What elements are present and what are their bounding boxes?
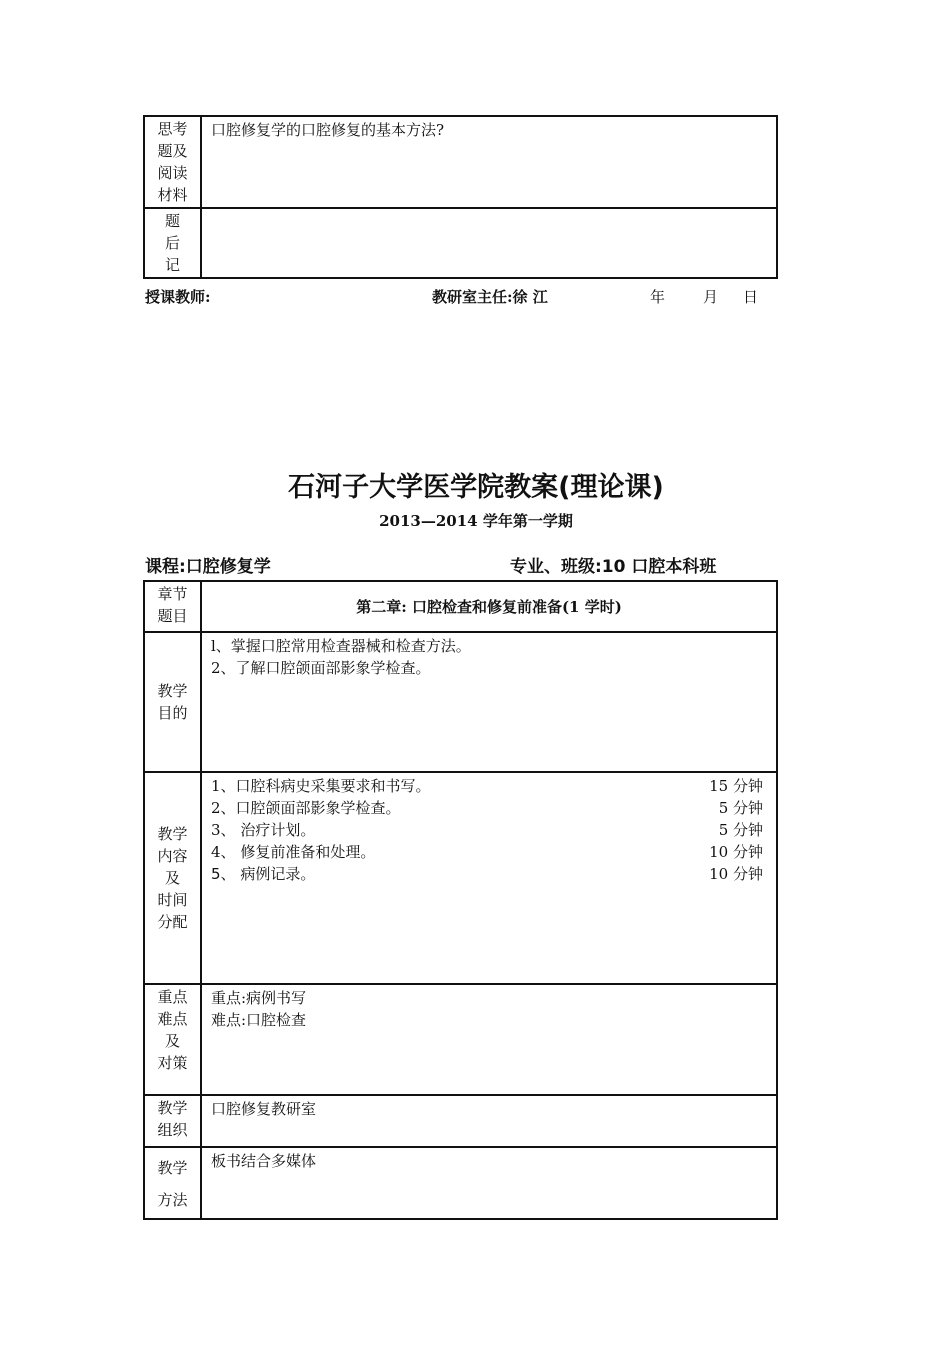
major-class-label: 专业、班级:10 口腔本科班 bbox=[510, 557, 717, 577]
teacher-label: 授课教师: bbox=[145, 288, 211, 306]
content-item-time: 15 分钟 bbox=[709, 777, 763, 795]
difficult-point: 难点:口腔检查 bbox=[211, 1011, 307, 1029]
objectives-label: 教学 目的 bbox=[144, 632, 201, 772]
objectives-content bbox=[201, 632, 777, 772]
director-label: 教研室主任:徐 江 bbox=[432, 288, 548, 306]
post-class-notes-content bbox=[201, 208, 777, 278]
objective-item: l、掌握口腔常用检查器械和检查方法。 bbox=[211, 637, 471, 655]
content-item-time: 10 分钟 bbox=[709, 843, 763, 861]
objective-item: 2、了解口腔颌面部影象学检查。 bbox=[211, 659, 431, 677]
organization-value: 口腔修复教研室 bbox=[201, 1095, 777, 1147]
post-class-notes-label: 题 后 记 bbox=[144, 208, 201, 278]
content-item-time: 5 分钟 bbox=[718, 821, 763, 839]
reflection-label: 思考 题及 阅读 材料 bbox=[144, 116, 201, 208]
content-item: 2、口腔颌面部影象学检查。 5 分钟 bbox=[211, 799, 763, 817]
year-label: 年 bbox=[650, 288, 666, 306]
content-item: 3、 治疗计划。 5 分钟 bbox=[211, 821, 763, 839]
reflection-table bbox=[143, 115, 778, 279]
content-item-time: 5 分钟 bbox=[718, 799, 763, 817]
content-item: 1、口腔科病史采集要求和书写。 15 分钟 bbox=[211, 777, 763, 795]
chapter-title: 第二章: 口腔检查和修复前准备(1 学时) bbox=[201, 581, 777, 632]
content-item-time: 10 分钟 bbox=[709, 865, 763, 883]
term-subtitle: 2013—2014 学年第一学期 bbox=[379, 512, 573, 530]
page-title: 石河子大学医学院教案(理论课) bbox=[288, 472, 664, 503]
content-item: 4、 修复前准备和处理。 10 分钟 bbox=[211, 843, 763, 861]
content-label: 教学 内容 及 时间 分配 bbox=[144, 772, 201, 984]
day-label: 日 bbox=[743, 288, 759, 306]
focus-content bbox=[201, 984, 777, 1095]
method-label: 教学 方法 bbox=[144, 1147, 201, 1219]
focus-label: 重点 难点 及 对策 bbox=[144, 984, 201, 1095]
content-item: 5、 病例记录。 10 分钟 bbox=[211, 865, 763, 883]
chapter-label: 章节 题目 bbox=[144, 581, 201, 632]
content-schedule bbox=[201, 772, 777, 984]
method-value: 板书结合多媒体 bbox=[201, 1147, 777, 1219]
course-label: 课程:口腔修复学 bbox=[145, 557, 271, 577]
key-point: 重点:病例书写 bbox=[211, 989, 307, 1007]
reflection-content: 口腔修复学的口腔修复的基本方法? bbox=[201, 116, 777, 208]
lesson-plan-table bbox=[143, 580, 778, 1220]
month-label: 月 bbox=[703, 288, 719, 306]
organization-label: 教学 组织 bbox=[144, 1095, 201, 1147]
